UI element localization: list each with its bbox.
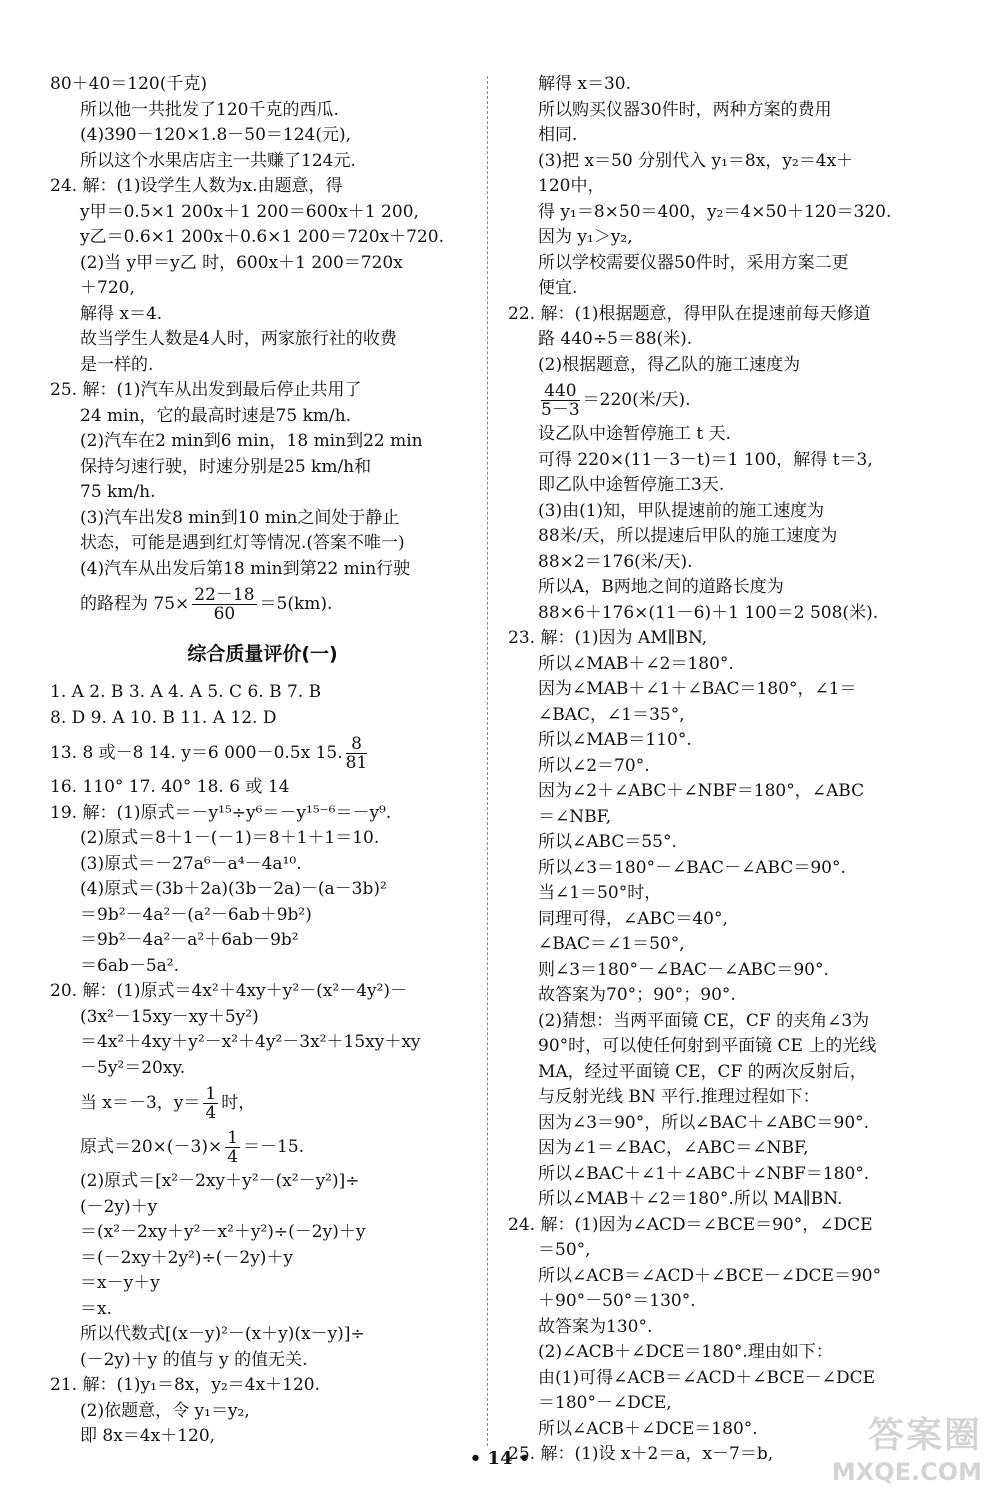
fraction-numerator: 440 [541, 382, 580, 401]
text-segment: 当 x＝－3，y＝ [80, 1093, 201, 1113]
fraction-denominator: 4 [227, 1147, 239, 1167]
text-segment: ＝220(米/天). [582, 390, 691, 410]
question-22-heading: 22. 解：(1)根据题意，得甲队在提速前每天修道 [508, 303, 871, 324]
text-line: (－2y)＋y [80, 1196, 158, 1217]
text-line: ＝6ab－5a². [80, 955, 180, 976]
question-24-heading: 24. 解：(1)因为∠ACD＝∠BCE＝90°，∠DCE [508, 1214, 873, 1235]
text-line: 80＋40＝120(千克) [50, 74, 207, 94]
text-line: ＋90°－50°＝130°. [538, 1291, 696, 1311]
fraction [225, 1129, 240, 1166]
text-line: (2)依题意，令 y₁＝y₂, [80, 1400, 250, 1421]
text-line: ＝9b²－4a²－(a²－6ab＋9b²) [80, 904, 312, 925]
fraction-denominator: 5－3 [541, 400, 580, 420]
text-line: ∠BAC＝∠1＝50°, [538, 934, 685, 954]
question-25-heading: 25. 解：(1)汽车从出发到最后停止共用了 [50, 380, 362, 400]
text-line: (3)汽车出发8 min到10 min之间处于静止 [80, 507, 400, 528]
text-line: 与反射光线 BN 平行.推理过程如下： [538, 1087, 820, 1107]
text-line: y甲＝0.5×1 200x＋1 200＝600x＋1 200, [80, 201, 419, 222]
text-line: 则∠3＝180°－∠BAC－∠ABC＝90°. [538, 959, 829, 980]
fraction-line [50, 1125, 475, 1169]
text-line: 24 min，它的最高时速是75 km/h. [80, 405, 352, 426]
right-column [508, 72, 948, 1468]
text-line: 所以∠3＝180°－∠BAC－∠ABC＝90°. [538, 857, 846, 878]
fraction-line [50, 1081, 475, 1125]
text-line: ＝∠NBF, [538, 806, 612, 827]
text-line: 因为 y₁＞y₂, [538, 227, 633, 247]
text-line: MA，经过平面镜 CE，CF 的两次反射后， [538, 1061, 867, 1082]
text-line: 即乙队中途暂停施工3天. [538, 475, 725, 495]
text-line: 120中， [538, 176, 605, 196]
fraction-denominator: 4 [205, 1103, 217, 1123]
text-line: y乙＝0.6×1 200x＋0.6×1 200＝720x＋720. [80, 227, 444, 247]
text-segment: 13. 8 或－8 14. y＝6 000－0.5x 15. [50, 743, 343, 763]
text-line: 所以∠ABC＝55°. [538, 832, 677, 852]
text-line: (3x²－15xy－xy＋5y²) [80, 1006, 259, 1027]
text-line: 因为∠2＋∠ABC＋∠NBF＝180°，∠ABC [538, 781, 865, 801]
text-line: 得 y₁＝8×50＝400，y₂＝4×50＋120＝320. [538, 201, 892, 222]
question-21-heading: 21. 解：(1)y₁＝8x，y₂＝4x＋120. [50, 1375, 321, 1395]
text-line: (2)根据题意，得乙队的施工速度为 [538, 354, 801, 375]
text-segment: 时， [221, 1093, 256, 1113]
text-line: 因为∠MAB＋∠1＋∠BAC＝180°，∠1＝ [538, 679, 857, 699]
watermark-url: MXQE.COM [831, 1458, 982, 1486]
text-line: ＝(－2xy＋2y²)÷(－2y)＋y [80, 1247, 294, 1268]
text-line: (2)∠ACB＋∠DCE＝180°.理由如下： [538, 1342, 833, 1362]
text-line: (3)把 x＝50 分别代入 y₁＝8x，y₂＝4x＋ [538, 150, 854, 171]
text-line: (2)原式＝[x²－2xy＋y²－(x²－y²)]÷ [80, 1171, 360, 1191]
watermark-brand: 答案圈 [867, 1415, 982, 1456]
text-line: 所以∠MAB＝110°. [538, 730, 692, 750]
question-24-heading: 24. 解：(1)设学生人数为x.由题意，得 [50, 176, 343, 196]
text-line: ＝180°－∠DCE, [538, 1393, 672, 1413]
question-20-heading: 20. 解：(1)原式＝4x²＋4xy＋y²－(x²－4y²)－ [50, 981, 408, 1001]
text-line: ＋720, [80, 278, 135, 298]
text-line: ∠BAC，∠1＝35°, [538, 704, 685, 725]
fraction [203, 1085, 218, 1122]
question-25-heading: 25. 解：(1)设 x＋2＝a，x－7＝b, [508, 1444, 774, 1464]
text-line: 所以购买仪器30件时，两种方案的费用 [538, 99, 832, 120]
text-line: (4)原式＝(3b＋2a)(3b－2a)－(a－3b)² [80, 879, 387, 899]
text-segment: ＝－15. [243, 1137, 305, 1157]
text-line: 所以学校需要仪器50件时，采用方案二更 [538, 252, 849, 273]
text-line: (2)汽车在2 min到6 min，18 min到22 min [80, 431, 423, 451]
text-line: 因为∠3＝90°，所以∠BAC＋∠ABC＝90°. [538, 1112, 870, 1133]
text-line: 所以代数式[(x－y)²－(x＋y)(x－y)]÷ [80, 1324, 365, 1344]
text-line: 可得 220×(11－3－t)＝1 100，解得 t＝3, [538, 449, 873, 470]
text-line: 解得 x＝30. [538, 74, 632, 94]
text-line: 相同. [538, 125, 578, 145]
text-line: 故答案为130°. [538, 1316, 653, 1337]
text-line: 便宜. [538, 278, 578, 298]
text-line: 所以这个水果店店主一共赚了124元. [80, 150, 356, 171]
text-segment: 的路程为 75× [80, 594, 190, 614]
text-line: ＝x. [80, 1298, 112, 1319]
text-line: (－2y)＋y 的值与 y 的值无关. [80, 1349, 308, 1370]
text-line: 设乙队中途暂停施工 t 天. [538, 424, 732, 444]
fraction-numerator: 8 [346, 735, 368, 754]
text-line: (2)原式＝8＋1－(－1)＝8＋1＋1＝10. [80, 828, 380, 848]
answer-line: 16. 110° 17. 40° 18. 6 或 14 [50, 777, 290, 797]
text-line: 当∠1＝50°时， [538, 883, 662, 903]
answer-line: 8. D 9. A 10. B 11. A 12. D [50, 707, 277, 728]
text-line: －5y²＝20xy. [80, 1057, 186, 1078]
text-line: 同理可得，∠ABC＝40°, [538, 908, 728, 929]
text-line: 所以∠MAB＋∠2＝180°. [538, 653, 734, 674]
text-line: ＝x－y＋y [80, 1273, 160, 1293]
fraction-numerator: 1 [205, 1084, 217, 1104]
text-line: 保持匀速行驶，时速分别是25 km/h和 [80, 456, 372, 477]
question-19-heading: 19. 解：(1)原式＝－y¹⁵÷y⁶＝－y¹⁵⁻⁶＝－y⁹. [50, 802, 392, 823]
text-line: ＝4x²＋4xy＋y²－x²＋4y²－3x²＋15xy＋xy [80, 1032, 421, 1052]
text-line: (2)猜想：当两平面镜 CE，CF 的夹角∠3为 [538, 1010, 870, 1031]
text-line: ＝9b²－4a²－a²＋6ab－9b² [80, 930, 299, 950]
question-23-heading: 23. 解：(1)因为 AM∥BN, [508, 628, 708, 648]
text-line: 故答案为70°；90°；90°. [538, 985, 736, 1005]
fraction-line [508, 378, 948, 422]
fraction [541, 382, 580, 419]
text-line: 解得 x＝4. [80, 303, 163, 324]
text-line: (3)原式＝－27a⁶－a⁴－4a¹⁰. [80, 853, 302, 874]
fraction-numerator: 1 [227, 1128, 239, 1148]
text-line: ＝(x²－2xy＋y²－x²＋y²)÷(－2y)＋y [80, 1222, 366, 1242]
text-line: 88×6＋176×(11－6)＋1 100＝2 508(米). [538, 602, 879, 623]
answer-line: 1. A 2. B 3. A 4. A 5. C 6. B 7. B [50, 682, 322, 702]
answer-line [50, 731, 475, 775]
left-column [50, 72, 475, 1450]
text-line: 故当学生人数是4人时，两家旅行社的收费 [80, 329, 397, 349]
text-line: 是一样的. [80, 354, 154, 375]
text-line: 所以∠MAB＋∠2＝180°.所以 MA∥BN. [538, 1189, 843, 1209]
text-line: 88米/天，所以提速后甲队的施工速度为 [538, 526, 838, 546]
fraction-denominator: 81 [345, 753, 368, 773]
text-line: 所以∠2＝70°. [538, 755, 650, 776]
fraction [346, 735, 368, 772]
watermark-logo [832, 1407, 982, 1486]
text-line: (2)当 y甲＝y乙 时，600x＋1 200＝720x [80, 252, 403, 273]
column-divider [487, 76, 488, 1446]
page-number: • 14 • [469, 1448, 531, 1469]
text-line: 状态，可能是遇到红灯等情况.(答案不唯一) [80, 533, 405, 553]
fraction-denominator: 60 [213, 604, 236, 624]
text-line: (4)汽车从出发后第18 min到第22 min行驶 [80, 558, 411, 579]
section-title: 综合质量评价(一) [187, 643, 338, 665]
text-segment: ＝5(km). [259, 594, 333, 614]
text-line: 路 440÷5＝88(米). [538, 329, 693, 349]
text-line: 75 km/h. [80, 482, 156, 502]
fraction-line [50, 582, 475, 626]
text-line: (4)390－120×1.8－50＝124(元), [80, 125, 352, 145]
text-line: 因为∠1＝∠BAC，∠ABC＝∠NBF, [538, 1138, 809, 1158]
text-line: (3)由(1)知，甲队提速前的施工速度为 [538, 500, 825, 521]
text-line: 88×2＝176(米/天). [538, 551, 693, 572]
text-line: 所以A，B两地之间的道路长度为 [538, 577, 784, 597]
text-line: 所以∠ACB＝∠ACD＋∠BCE－∠DCE＝90° [538, 1265, 882, 1286]
text-segment: 原式＝20×(－3)× [80, 1137, 223, 1157]
text-line: 所以他一共批发了120千克的西瓜. [80, 99, 339, 120]
text-line: 即 8x＝4x＋120, [80, 1426, 216, 1446]
fraction [192, 586, 256, 623]
text-line: 所以∠BAC＋∠1＋∠ABC＋∠NBF＝180°. [538, 1163, 870, 1184]
fraction-numerator: 22－18 [194, 585, 255, 605]
text-line: 所以∠ACB＋∠DCE＝180°. [538, 1418, 758, 1439]
text-line: 90°时，可以使任何射到平面镜 CE 上的光线 [538, 1036, 877, 1056]
text-line: 由(1)可得∠ACB＝∠ACD＋∠BCE－∠DCE [538, 1367, 876, 1388]
text-line: ＝50°, [538, 1240, 591, 1260]
